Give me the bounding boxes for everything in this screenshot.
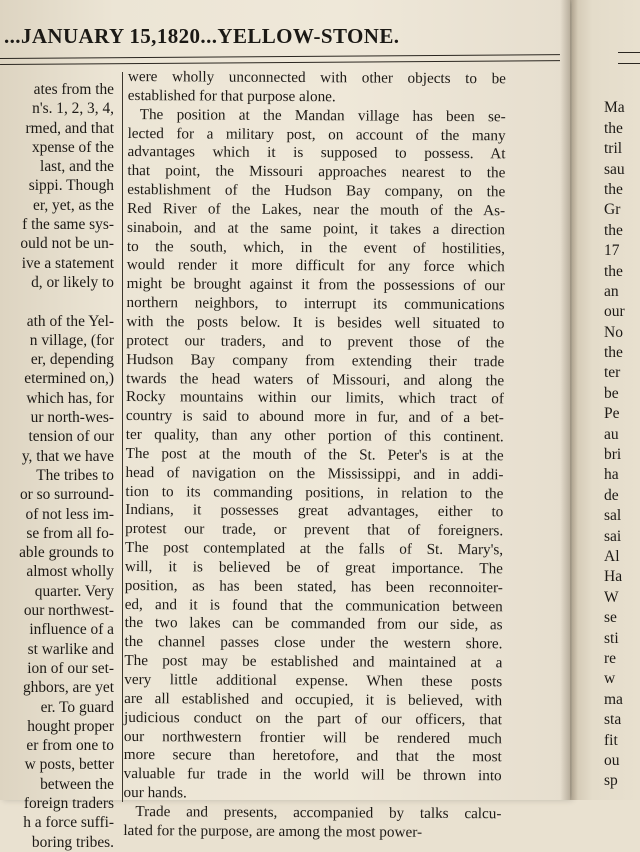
left-column-line: able grounds to <box>19 544 114 562</box>
right-column-line: sti <box>604 629 619 647</box>
right-column-line: sp <box>604 772 618 790</box>
right-column-line: Pe <box>604 405 620 423</box>
left-column-line: n's. 1, 2, 3, 4, <box>32 100 114 118</box>
left-column-line: n village, (for <box>29 331 114 349</box>
main-column-line: Trade and presents, accompanied by talks calcu- <box>135 802 502 823</box>
right-column-line: ha <box>604 466 619 484</box>
left-column-line: of not less im- <box>25 505 114 523</box>
main-column-line: The position at the Mandan village has been se- <box>139 105 506 125</box>
left-column-line: ghbors, are yet <box>22 679 114 697</box>
main-column-line: twards the head waters of Missouri, and along the <box>126 369 505 389</box>
left-column-line: boring tribes. <box>31 833 114 851</box>
running-head-text: ...JANUARY 15,1820...YELLOW-STONE. <box>4 24 400 48</box>
left-column-line: almost wholly <box>26 563 114 581</box>
page-gutter-shadow <box>560 0 578 800</box>
main-column-line: judicious conduct on the part of our officers, that <box>123 708 503 728</box>
main-column-line: The post contemplated at the falls of St. Mary's, <box>125 539 504 559</box>
right-column-line: Al <box>604 547 620 565</box>
left-column-line: between the <box>40 775 114 793</box>
facing-page-header-rule <box>618 52 640 64</box>
left-column-line: ion of our set- <box>27 659 114 677</box>
right-column-line: ter <box>604 364 621 382</box>
main-column-line: northern neighbors, to interrupt its communications <box>126 294 505 314</box>
right-column-line: the <box>604 119 623 137</box>
main-column-line: protect our traders, and to prevent those of the <box>126 331 505 352</box>
right-column-line: the <box>604 344 623 362</box>
main-column-line: head of navigation on the Mississippi, and in addi- <box>125 463 504 484</box>
left-column-line: f the same sys- <box>22 216 114 234</box>
main-column-line: our hands. <box>123 784 187 802</box>
left-column-line: last, and the <box>40 158 114 176</box>
left-column-line: se from all fo- <box>26 524 114 542</box>
right-column-line: sta <box>604 711 622 729</box>
main-column-line: our northwestern frontier will be rendered much <box>123 727 502 747</box>
right-column-line: bri <box>604 446 622 464</box>
main-column-line: are all established and occupied, it is believed, with <box>124 689 503 710</box>
left-column-line <box>0 292 116 311</box>
left-column-line: The tribes to <box>36 466 114 484</box>
right-column-line: se <box>604 609 617 627</box>
left-column-line: etermined on,) <box>24 370 114 388</box>
main-column-line: Indians, it possesses great advantages, either to <box>125 501 504 521</box>
column-divider <box>122 72 123 802</box>
main-column-line: advantages which it is supposed to possess. At <box>127 143 506 163</box>
left-column-line: ould not be un- <box>20 235 114 253</box>
right-column-line: ou <box>604 751 620 769</box>
right-column-line: our <box>604 303 625 321</box>
main-column-line: with the posts below. It is besides well situated to <box>126 312 505 333</box>
left-column-line: ath of the Yel- <box>26 312 114 330</box>
right-column-line: ma <box>604 690 623 708</box>
main-column-line: The post at the mouth of the St. Peter's is at the <box>125 444 504 465</box>
right-column-line: No <box>604 323 623 341</box>
main-column-line: position, as has been stated, has been reconnoiter- <box>124 576 503 597</box>
main-column-line: establishment of the Hudson Bay company, on the <box>127 181 506 201</box>
main-column-line: the channel passes close under the western shore. <box>124 633 503 653</box>
left-column-line: foreign traders <box>23 794 114 812</box>
facing-page-text-column <box>604 78 640 800</box>
main-column-line: more secure than heretofore, and that the most <box>123 746 502 766</box>
main-column-line: Rocky mountains within our limits, which tract of <box>125 388 505 408</box>
left-column-line: sippi. Though <box>28 177 114 195</box>
right-column-line: au <box>604 425 619 443</box>
right-column-line: be <box>604 384 619 402</box>
main-column-line: Red River of the Lakes, near the mouth of the As- <box>127 199 506 220</box>
main-column-line: would render it more difficult for any force which <box>126 256 505 276</box>
left-column-line: or so surround- <box>19 486 114 504</box>
right-column-line <box>604 78 640 98</box>
left-column-line: er, depending <box>30 351 114 369</box>
left-column-line: our northwest- <box>23 602 114 620</box>
main-column-line: very little additional expense. When these posts <box>124 670 503 691</box>
right-column-line: W <box>604 588 619 606</box>
main-column-line: will, it is believed be of great importance. The <box>124 557 504 578</box>
main-column-line: lected for a military post, on account of the many <box>127 124 506 144</box>
left-column-line: y, that we have <box>21 447 114 465</box>
main-column-line: The post may be established and maintained at a <box>124 652 503 672</box>
right-column-line: the <box>604 262 623 280</box>
main-column-line: country is said to abound more in fur, and of a bet- <box>125 407 504 427</box>
left-column-line: ur north-wes- <box>30 409 114 427</box>
right-column-line: Ma <box>604 99 625 117</box>
left-column-line: d, or likely to <box>31 273 114 291</box>
left-column-line: st warlike and <box>27 640 114 658</box>
main-column-line: ter quality, than any other portion of this continent. <box>125 426 504 446</box>
right-column-line: w <box>604 670 616 688</box>
right-column-line: the <box>604 180 623 198</box>
left-column-line: ive a statement <box>21 254 114 272</box>
right-column-line: sal <box>604 507 622 525</box>
main-column-line: tion to its commanding positions, in relation to the <box>125 482 504 502</box>
main-column-line: valuable fur trade in the world will be thrown into <box>123 765 502 785</box>
left-column-line: hought proper <box>27 717 114 735</box>
main-column-line: that point, the Missouri approaches nearest to the <box>127 162 506 182</box>
right-column-line: de <box>604 486 619 504</box>
main-column-line: were wholly unconnected with other objects to be <box>127 68 506 88</box>
left-column-line: h a force suffi- <box>23 814 114 832</box>
left-column-line: er. To guard <box>40 698 114 716</box>
right-column-line: Gr <box>604 201 621 219</box>
right-column-line: Ha <box>604 568 623 586</box>
left-column-line: rmed, and that <box>25 119 114 137</box>
main-text-column <box>123 68 506 841</box>
main-column-line: established for that purpose alone. <box>127 86 336 106</box>
right-column-line: tril <box>604 140 623 158</box>
left-column-line: influence of a <box>29 621 114 639</box>
main-column-line: protest our trade, or prevent that of foreigners. <box>125 520 504 540</box>
left-column-line: w posts, better <box>24 756 114 774</box>
left-column-line: ates from the <box>33 81 114 98</box>
right-column-line: an <box>604 282 619 300</box>
main-column-line: ed, and it is found that the communication between <box>124 595 503 615</box>
left-column-line: quarter. Very <box>34 582 114 600</box>
right-column-line: fit <box>604 731 618 749</box>
right-column-line: 17 <box>604 242 620 260</box>
left-column-line: xpense of the <box>31 138 114 156</box>
left-column-line: er from one to <box>26 737 114 755</box>
right-column-line: sau <box>604 160 625 178</box>
main-column-line: the two lakes can be commanded from our side, as <box>124 614 503 634</box>
main-column-line: Hudson Bay company from extending their trade <box>126 350 505 370</box>
right-column-line: the <box>604 221 623 239</box>
main-column-line: might be brought against it from the possessions of our <box>126 275 505 295</box>
left-text-column <box>0 80 116 851</box>
running-head <box>0 20 560 54</box>
right-column-line: re <box>604 649 617 667</box>
right-column-line: sai <box>604 527 622 545</box>
main-column-line: lated for the purpose, are among the most power- <box>123 821 423 841</box>
left-column-line: er, yet, as the <box>32 196 114 214</box>
left-column-line: which has, for <box>26 389 114 407</box>
main-column-line: to the south, which, in the event of hostilities, <box>126 237 505 257</box>
left-column-line: tension of our <box>28 428 114 446</box>
main-column-line: sinaboin, and at the same point, it takes a direction <box>126 218 506 239</box>
